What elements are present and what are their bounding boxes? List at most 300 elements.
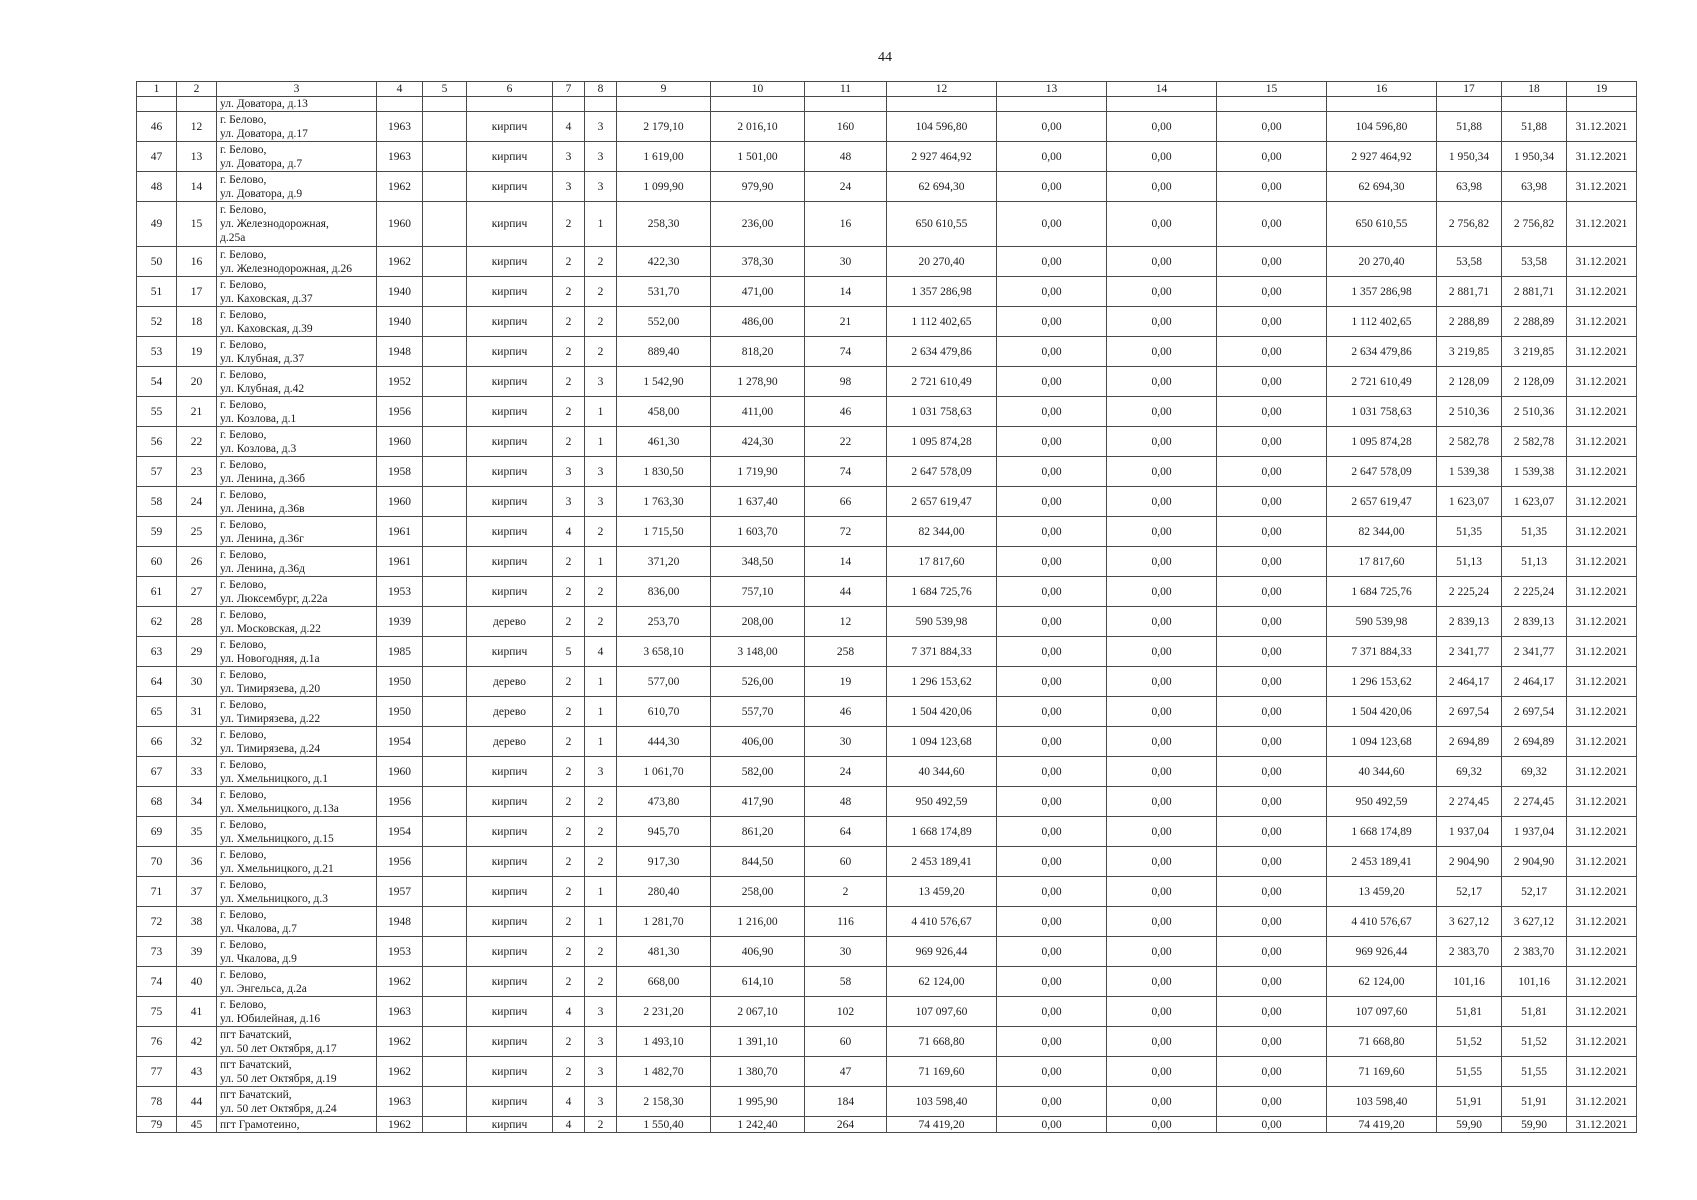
max-cost-cell: 3 219,85 (1502, 337, 1567, 367)
local-number-cell: 13 (177, 142, 217, 172)
address-line: ул. Юбилейная, д.16 (220, 1012, 321, 1025)
floors-cell: 2 (553, 367, 585, 397)
cost-col16-cell: 107 097,60 (1327, 997, 1437, 1027)
local-number-cell: 28 (177, 607, 217, 637)
col5-cell (423, 967, 467, 997)
col5-cell (423, 517, 467, 547)
specific-cost-cell: 51,81 (1437, 997, 1502, 1027)
empty-cell (1107, 97, 1217, 112)
entrances-cell: 2 (585, 307, 617, 337)
entrances-cell: 2 (585, 967, 617, 997)
table-row (137, 637, 1637, 667)
cost-col14-cell: 0,00 (1107, 202, 1217, 247)
empty-cell (423, 97, 467, 112)
cost-col13-cell: 0,00 (997, 667, 1107, 697)
cost-col14-cell: 0,00 (1107, 667, 1217, 697)
row-number-cell: 79 (137, 1117, 177, 1133)
total-area-cell: 531,70 (617, 277, 711, 307)
cost-col14-cell: 0,00 (1107, 757, 1217, 787)
address-line: ул. Козлова, д.3 (220, 442, 297, 455)
cost-col16-cell: 7 371 884,33 (1327, 637, 1437, 667)
entrances-cell: 2 (585, 817, 617, 847)
wall-material-cell: кирпич (467, 202, 553, 247)
cost-col13-cell: 0,00 (997, 397, 1107, 427)
row-number-cell: 51 (137, 277, 177, 307)
living-area-cell: 757,10 (711, 577, 805, 607)
column-number-cell: 15 (1217, 82, 1327, 97)
max-cost-cell: 63,98 (1502, 172, 1567, 202)
wall-material-cell: кирпич (467, 637, 553, 667)
col5-cell (423, 577, 467, 607)
cost-col15-cell: 0,00 (1217, 1057, 1327, 1087)
cost-col14-cell: 0,00 (1107, 937, 1217, 967)
build-year-cell: 1948 (377, 337, 423, 367)
table-row (137, 1027, 1637, 1057)
wall-material-cell: кирпич (467, 367, 553, 397)
cost-col13-cell: 0,00 (997, 202, 1107, 247)
floors-cell: 2 (553, 907, 585, 937)
build-year-cell: 1962 (377, 172, 423, 202)
floors-cell: 4 (553, 517, 585, 547)
table-row (137, 757, 1637, 787)
address-line: ул. Хмельницкого, д.1 (220, 772, 329, 785)
floors-cell: 2 (553, 277, 585, 307)
cost-col15-cell: 0,00 (1217, 142, 1327, 172)
cost-total-cell: 969 926,44 (887, 937, 997, 967)
cost-col16-cell: 1 357 286,98 (1327, 277, 1437, 307)
deadline-cell: 31.12.2021 (1567, 1117, 1637, 1133)
build-year-cell: 1948 (377, 907, 423, 937)
build-year-cell: 1950 (377, 667, 423, 697)
cost-total-cell: 17 817,60 (887, 547, 997, 577)
local-number-cell: 33 (177, 757, 217, 787)
living-area-cell: 1 380,70 (711, 1057, 805, 1087)
deadline-cell: 31.12.2021 (1567, 277, 1637, 307)
cost-total-cell: 1 504 420,06 (887, 697, 997, 727)
cost-col14-cell: 0,00 (1107, 1027, 1217, 1057)
cost-col15-cell: 0,00 (1217, 427, 1327, 457)
cost-total-cell: 1 357 286,98 (887, 277, 997, 307)
total-area-cell: 577,00 (617, 667, 711, 697)
address-line: г. Белово, (220, 698, 267, 711)
address-line: г. Белово, (220, 608, 267, 621)
address-cell (217, 142, 377, 172)
floors-cell: 2 (553, 427, 585, 457)
cost-col14-cell: 0,00 (1107, 1087, 1217, 1117)
build-year-cell: 1963 (377, 997, 423, 1027)
row-number-cell: 75 (137, 997, 177, 1027)
row-number-cell: 49 (137, 202, 177, 247)
cost-col15-cell: 0,00 (1217, 172, 1327, 202)
cost-col16-cell: 2 647 578,09 (1327, 457, 1437, 487)
living-area-cell: 471,00 (711, 277, 805, 307)
table-row (137, 1087, 1637, 1117)
cost-col16-cell: 1 504 420,06 (1327, 697, 1437, 727)
build-year-cell: 1960 (377, 427, 423, 457)
address-line: г. Белово, (220, 398, 267, 411)
build-year-cell: 1962 (377, 1027, 423, 1057)
local-number-cell: 34 (177, 787, 217, 817)
cost-col13-cell: 0,00 (997, 367, 1107, 397)
entrances-cell: 1 (585, 697, 617, 727)
cost-col15-cell: 0,00 (1217, 457, 1327, 487)
cost-col16-cell: 82 344,00 (1327, 517, 1437, 547)
build-year-cell: 1953 (377, 577, 423, 607)
living-area-cell: 818,20 (711, 337, 805, 367)
cost-col15-cell: 0,00 (1217, 757, 1327, 787)
address-line: ул. Тимирязева, д.20 (220, 682, 321, 695)
address-cell (217, 427, 377, 457)
build-year-cell: 1939 (377, 607, 423, 637)
cost-col16-cell: 103 598,40 (1327, 1087, 1437, 1117)
cost-total-cell: 74 419,20 (887, 1117, 997, 1133)
build-year-cell: 1962 (377, 247, 423, 277)
address-line: ул. 50 лет Октября, д.24 (220, 1102, 337, 1115)
specific-cost-cell: 2 128,09 (1437, 367, 1502, 397)
total-area-cell: 1 482,70 (617, 1057, 711, 1087)
max-cost-cell: 59,90 (1502, 1117, 1567, 1133)
build-year-cell: 1960 (377, 487, 423, 517)
entrances-cell: 1 (585, 202, 617, 247)
cost-total-cell: 2 721 610,49 (887, 367, 997, 397)
entrances-cell: 2 (585, 247, 617, 277)
total-area-cell: 444,30 (617, 727, 711, 757)
cost-col13-cell: 0,00 (997, 817, 1107, 847)
cost-col16-cell: 2 927 464,92 (1327, 142, 1437, 172)
column-number-cell: 12 (887, 82, 997, 97)
address-line: ул. 50 лет Октября, д.17 (220, 1042, 337, 1055)
residents-cell: 66 (805, 487, 887, 517)
col5-cell (423, 277, 467, 307)
local-number-cell: 19 (177, 337, 217, 367)
local-number-cell: 29 (177, 637, 217, 667)
address-line: ул. Энгельса, д.2а (220, 982, 307, 995)
floors-cell: 2 (553, 937, 585, 967)
cost-col16-cell: 62 124,00 (1327, 967, 1437, 997)
address-line: ул. Новогодняя, д.1а (220, 652, 320, 665)
address-cell (217, 112, 377, 142)
living-area-cell: 208,00 (711, 607, 805, 637)
column-number-row (137, 82, 1637, 97)
max-cost-cell: 69,32 (1502, 757, 1567, 787)
row-number-cell: 59 (137, 517, 177, 547)
floors-cell: 4 (553, 1117, 585, 1133)
total-area-cell: 668,00 (617, 967, 711, 997)
deadline-cell: 31.12.2021 (1567, 397, 1637, 427)
address-cell (217, 547, 377, 577)
cost-col15-cell: 0,00 (1217, 877, 1327, 907)
build-year-cell: 1940 (377, 277, 423, 307)
specific-cost-cell: 2 288,89 (1437, 307, 1502, 337)
build-year-cell: 1956 (377, 787, 423, 817)
cost-col16-cell: 104 596,80 (1327, 112, 1437, 142)
deadline-cell: 31.12.2021 (1567, 1057, 1637, 1087)
wall-material-cell: кирпич (467, 1087, 553, 1117)
address-line: г. Белово, (220, 668, 267, 681)
total-area-cell: 1 550,40 (617, 1117, 711, 1133)
total-area-cell: 3 658,10 (617, 637, 711, 667)
table-row (137, 367, 1637, 397)
deadline-cell: 31.12.2021 (1567, 337, 1637, 367)
table-row (137, 397, 1637, 427)
col5-cell (423, 547, 467, 577)
cost-col16-cell: 71 668,80 (1327, 1027, 1437, 1057)
local-number-cell: 14 (177, 172, 217, 202)
table-row (137, 997, 1637, 1027)
cost-col15-cell: 0,00 (1217, 367, 1327, 397)
deadline-cell: 31.12.2021 (1567, 202, 1637, 247)
build-year-cell: 1952 (377, 367, 423, 397)
address-line: пгт Бачатский, (220, 1058, 292, 1071)
cost-col15-cell: 0,00 (1217, 1027, 1327, 1057)
continuation-address: ул. Доватора, д.13 (217, 97, 377, 112)
local-number-cell: 27 (177, 577, 217, 607)
address-cell (217, 697, 377, 727)
cost-total-cell: 1 095 874,28 (887, 427, 997, 457)
entrances-cell: 2 (585, 517, 617, 547)
cost-col15-cell: 0,00 (1217, 547, 1327, 577)
cost-col14-cell: 0,00 (1107, 727, 1217, 757)
address-line: пгт Бачатский, (220, 1088, 292, 1101)
total-area-cell: 2 158,30 (617, 1087, 711, 1117)
total-area-cell: 552,00 (617, 307, 711, 337)
cost-col13-cell: 0,00 (997, 337, 1107, 367)
entrances-cell: 1 (585, 397, 617, 427)
cost-col16-cell: 1 095 874,28 (1327, 427, 1437, 457)
address-line: г. Белово, (220, 488, 267, 501)
empty-cell (1437, 97, 1502, 112)
col5-cell (423, 367, 467, 397)
floors-cell: 2 (553, 877, 585, 907)
wall-material-cell: кирпич (467, 547, 553, 577)
cost-total-cell: 82 344,00 (887, 517, 997, 547)
column-number-cell: 6 (467, 82, 553, 97)
empty-cell (553, 97, 585, 112)
total-area-cell: 1 542,90 (617, 367, 711, 397)
cost-col15-cell: 0,00 (1217, 607, 1327, 637)
specific-cost-cell: 3 219,85 (1437, 337, 1502, 367)
empty-cell (997, 97, 1107, 112)
table-row (137, 427, 1637, 457)
living-area-cell: 582,00 (711, 757, 805, 787)
residents-cell: 258 (805, 637, 887, 667)
total-area-cell: 481,30 (617, 937, 711, 967)
cost-col13-cell: 0,00 (997, 142, 1107, 172)
wall-material-cell: кирпич (467, 427, 553, 457)
cost-col13-cell: 0,00 (997, 967, 1107, 997)
table-row (137, 487, 1637, 517)
cost-col15-cell: 0,00 (1217, 697, 1327, 727)
specific-cost-cell: 1 623,07 (1437, 487, 1502, 517)
cost-col13-cell: 0,00 (997, 847, 1107, 877)
address-cell (217, 517, 377, 547)
entrances-cell: 3 (585, 112, 617, 142)
entrances-cell: 2 (585, 577, 617, 607)
build-year-cell: 1957 (377, 877, 423, 907)
wall-material-cell: кирпич (467, 997, 553, 1027)
residents-cell: 24 (805, 757, 887, 787)
address-line: г. Белово, (220, 248, 267, 261)
cost-col14-cell: 0,00 (1107, 1057, 1217, 1087)
build-year-cell: 1962 (377, 1057, 423, 1087)
local-number-cell: 30 (177, 667, 217, 697)
address-cell (217, 907, 377, 937)
row-number-cell: 74 (137, 967, 177, 997)
entrances-cell: 1 (585, 877, 617, 907)
residents-cell: 184 (805, 1087, 887, 1117)
build-year-cell: 1962 (377, 967, 423, 997)
cost-total-cell: 2 634 479,86 (887, 337, 997, 367)
cost-col14-cell: 0,00 (1107, 637, 1217, 667)
cost-col16-cell: 1 296 153,62 (1327, 667, 1437, 697)
address-cell (217, 1027, 377, 1057)
cost-col13-cell: 0,00 (997, 727, 1107, 757)
local-number-cell: 12 (177, 112, 217, 142)
address-line: ул. Чкалова, д.7 (220, 922, 297, 935)
table-row (137, 937, 1637, 967)
build-year-cell: 1962 (377, 1117, 423, 1133)
wall-material-cell: кирпич (467, 1027, 553, 1057)
address-line: ул. Хмельницкого, д.21 (220, 862, 334, 875)
address-cell (217, 847, 377, 877)
deadline-cell: 31.12.2021 (1567, 847, 1637, 877)
row-number-cell: 78 (137, 1087, 177, 1117)
cost-col14-cell: 0,00 (1107, 367, 1217, 397)
address-line: ул. Ленина, д.36б (220, 472, 305, 485)
residents-cell: 60 (805, 847, 887, 877)
specific-cost-cell: 2 464,17 (1437, 667, 1502, 697)
residents-cell: 24 (805, 172, 887, 202)
wall-material-cell: кирпич (467, 307, 553, 337)
address-line: ул. Хмельницкого, д.15 (220, 832, 334, 845)
col5-cell (423, 607, 467, 637)
address-cell (217, 787, 377, 817)
cost-col14-cell: 0,00 (1107, 607, 1217, 637)
total-area-cell: 889,40 (617, 337, 711, 367)
floors-cell: 2 (553, 697, 585, 727)
entrances-cell: 3 (585, 487, 617, 517)
row-number-cell: 55 (137, 397, 177, 427)
empty-cell (617, 97, 711, 112)
cost-col13-cell: 0,00 (997, 997, 1107, 1027)
deadline-cell: 31.12.2021 (1567, 172, 1637, 202)
address-line: ул. Чкалова, д.9 (220, 952, 297, 965)
col5-cell (423, 112, 467, 142)
address-line: г. Белово, (220, 818, 267, 831)
residents-cell: 60 (805, 1027, 887, 1057)
local-number-cell: 36 (177, 847, 217, 877)
residents-cell: 16 (805, 202, 887, 247)
row-number-cell: 61 (137, 577, 177, 607)
specific-cost-cell: 2 225,24 (1437, 577, 1502, 607)
wall-material-cell: кирпич (467, 1057, 553, 1087)
address-cell (217, 277, 377, 307)
cost-col14-cell: 0,00 (1107, 877, 1217, 907)
residents-cell: 98 (805, 367, 887, 397)
deadline-cell: 31.12.2021 (1567, 457, 1637, 487)
cost-col15-cell: 0,00 (1217, 112, 1327, 142)
living-area-cell: 1 719,90 (711, 457, 805, 487)
cost-col15-cell: 0,00 (1217, 847, 1327, 877)
row-number-cell: 46 (137, 112, 177, 142)
cost-col15-cell: 0,00 (1217, 667, 1327, 697)
address-cell (217, 577, 377, 607)
specific-cost-cell: 69,32 (1437, 757, 1502, 787)
cost-total-cell: 650 610,55 (887, 202, 997, 247)
address-line: ул. Люксембург, д.22а (220, 592, 328, 605)
cost-col14-cell: 0,00 (1107, 547, 1217, 577)
wall-material-cell: кирпич (467, 877, 553, 907)
col5-cell (423, 667, 467, 697)
living-area-cell: 844,50 (711, 847, 805, 877)
living-area-cell: 979,90 (711, 172, 805, 202)
col5-cell (423, 487, 467, 517)
total-area-cell: 1 715,50 (617, 517, 711, 547)
wall-material-cell: кирпич (467, 247, 553, 277)
address-line: ул. Каховская, д.37 (220, 292, 313, 305)
cost-col13-cell: 0,00 (997, 457, 1107, 487)
cost-col16-cell: 650 610,55 (1327, 202, 1437, 247)
specific-cost-cell: 1 539,38 (1437, 457, 1502, 487)
address-line: г. Белово, (220, 428, 267, 441)
living-area-cell: 486,00 (711, 307, 805, 337)
address-line: г. Белово, (220, 368, 267, 381)
table-row (137, 787, 1637, 817)
living-area-cell: 258,00 (711, 877, 805, 907)
specific-cost-cell: 53,58 (1437, 247, 1502, 277)
column-number-cell: 19 (1567, 82, 1637, 97)
max-cost-cell: 2 383,70 (1502, 937, 1567, 967)
address-line: г. Белово, (220, 728, 267, 741)
residents-cell: 30 (805, 937, 887, 967)
living-area-cell: 406,90 (711, 937, 805, 967)
entrances-cell: 3 (585, 1087, 617, 1117)
address-cell (217, 457, 377, 487)
specific-cost-cell: 52,17 (1437, 877, 1502, 907)
floors-cell: 2 (553, 847, 585, 877)
total-area-cell: 253,70 (617, 607, 711, 637)
table-row (137, 202, 1637, 247)
deadline-cell: 31.12.2021 (1567, 787, 1637, 817)
address-line: пгт Бачатский, (220, 1028, 292, 1041)
empty-cell (377, 97, 423, 112)
address-line: ул. Клубная, д.42 (220, 382, 305, 395)
cost-col16-cell: 1 031 758,63 (1327, 397, 1437, 427)
column-number-cell: 14 (1107, 82, 1217, 97)
cost-col14-cell: 0,00 (1107, 457, 1217, 487)
deadline-cell: 31.12.2021 (1567, 877, 1637, 907)
cost-col16-cell: 2 657 619,47 (1327, 487, 1437, 517)
cost-col13-cell: 0,00 (997, 307, 1107, 337)
continuation-row (137, 97, 1637, 112)
address-line: ул. Тимирязева, д.22 (220, 712, 321, 725)
specific-cost-cell: 1 937,04 (1437, 817, 1502, 847)
cost-total-cell: 71 169,60 (887, 1057, 997, 1087)
address-line: г. Белово, (220, 878, 267, 891)
specific-cost-cell: 2 904,90 (1437, 847, 1502, 877)
residents-cell: 46 (805, 397, 887, 427)
cost-col14-cell: 0,00 (1107, 817, 1217, 847)
build-year-cell: 1963 (377, 142, 423, 172)
floors-cell: 2 (553, 1057, 585, 1087)
address-line: г. Белово, (220, 338, 267, 351)
floors-cell: 2 (553, 667, 585, 697)
cost-total-cell: 2 647 578,09 (887, 457, 997, 487)
table-row (137, 907, 1637, 937)
address-line: ул. Хмельницкого, д.13а (220, 802, 339, 815)
cost-col13-cell: 0,00 (997, 112, 1107, 142)
table-row (137, 172, 1637, 202)
